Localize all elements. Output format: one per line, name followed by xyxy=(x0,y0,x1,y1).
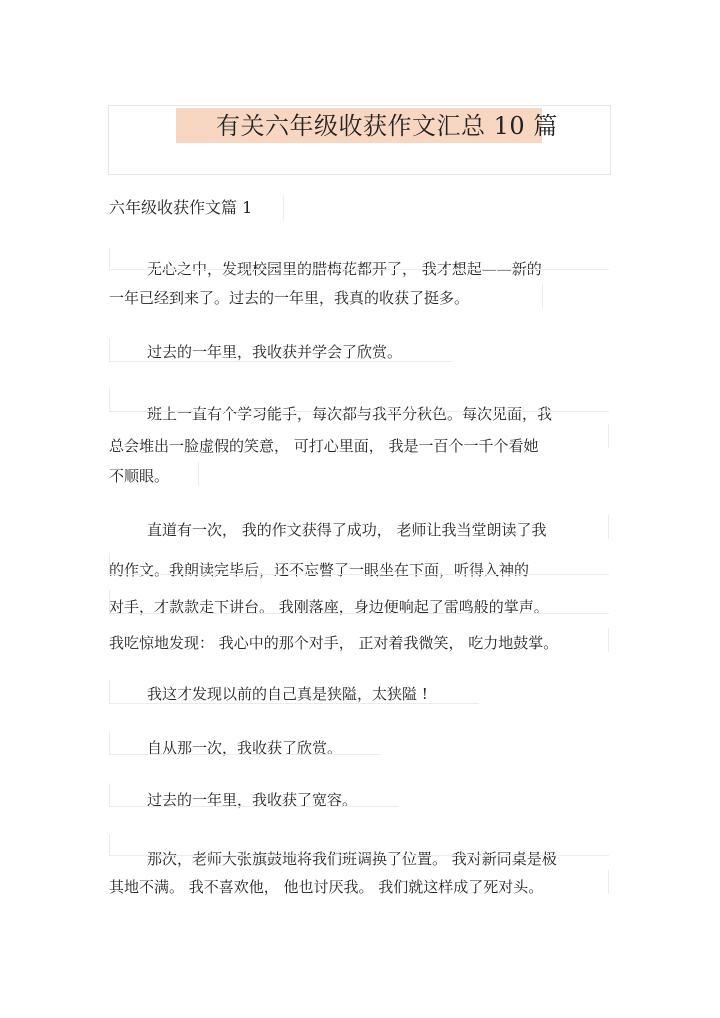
paragraph-line: 无心之中，发现校园里的腊梅花都开了， 我才想起——新的 xyxy=(147,260,542,278)
paragraph-line: 直道有一次， 我的作文获得了成功， 老师让我当堂朗读了我 xyxy=(147,521,547,539)
line-frame xyxy=(530,284,543,308)
paragraph-line: 自从那一次，我收获了欣赏。 xyxy=(147,739,343,757)
paragraph-line: 那次，老师大张旗鼓地将我们班调换了位置。 我对新同桌是极 xyxy=(147,850,557,868)
paragraph-line: 我吃惊地发现： 我心中的那个对手， 正对着我微笑， 吃力地鼓掌。 xyxy=(109,634,559,652)
line-frame xyxy=(596,628,609,652)
heading-frame xyxy=(270,196,284,220)
section-heading: 六年级收获作文篇 1 xyxy=(109,198,253,217)
line-frame xyxy=(186,462,199,486)
paragraph-line: 其地不满。 我不喜欢他， 他也讨厌我。 我们就这样成了死对头。 xyxy=(109,878,544,896)
paragraph-line: 一年已经到来了。过去的一年里，我真的收获了挺多。 xyxy=(109,289,470,307)
paragraph-line: 对手，才款款走下讲台。 我刚落座，身边便响起了雷鸣般的掌声。 xyxy=(109,598,549,616)
line-frame xyxy=(596,515,609,539)
document-title: 有关六年级收获作文汇总 10 篇 xyxy=(216,112,558,140)
paragraph-line: 过去的一年里，我收获了宽容。 xyxy=(147,791,358,809)
paragraph-line: 不顺眼。 xyxy=(109,467,170,485)
paragraph-line: 我这才发现以前的自己真是狭隘，太狭隘 ! xyxy=(147,685,428,703)
paragraph-line: 班上一直有个学习能手，每次都与我平分秋色。每次见面，我 xyxy=(147,405,553,423)
paragraph-line: 过去的一年里，我收获并学会了欣赏。 xyxy=(147,343,403,361)
line-frame xyxy=(596,424,609,448)
line-frame xyxy=(596,870,609,894)
paragraph-line: 的作文。我朗读完毕后，还不忘瞥了一眼坐在下面，听得入神的 xyxy=(109,561,530,579)
paragraph-line: 总会堆出一脸虚假的笑意， 可打心里面， 我是一百个一千个看她 xyxy=(109,437,539,455)
